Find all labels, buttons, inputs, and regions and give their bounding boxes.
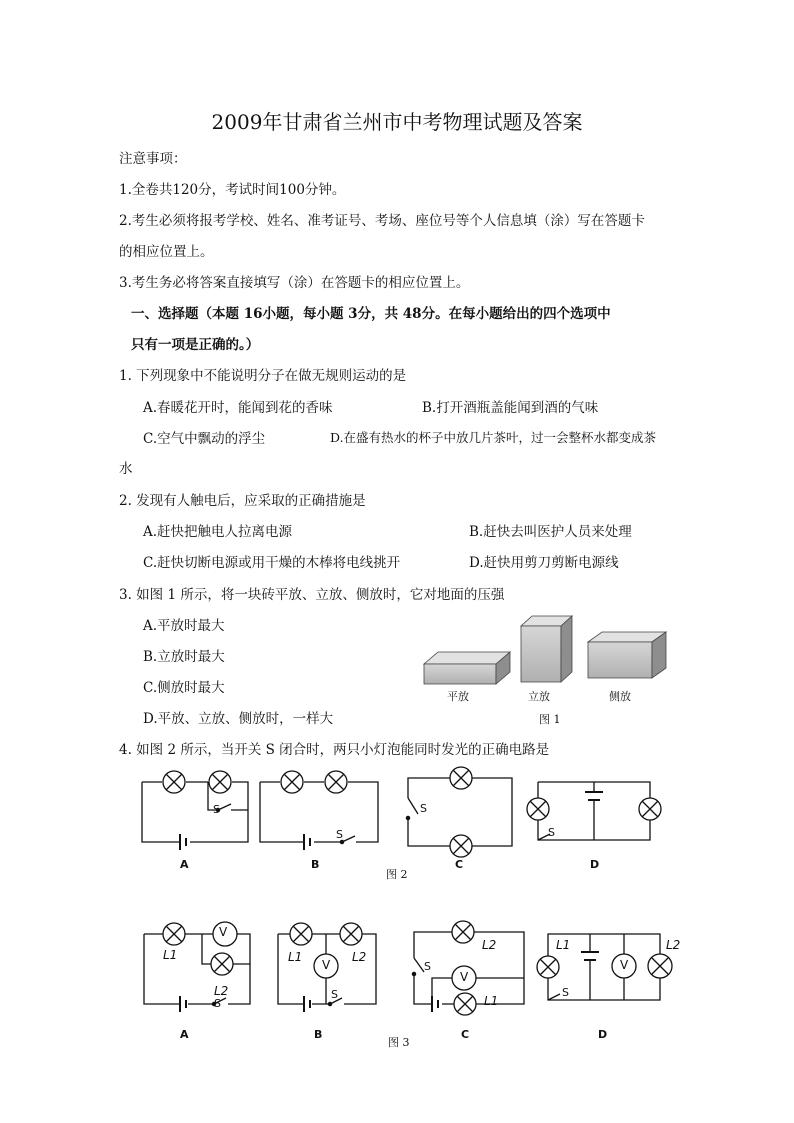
section-heading: 一、选择题（本题 16小题，每小题 3分，共 48分。在每小题给出的四个选项中 bbox=[131, 306, 611, 322]
fig3-voltmeter-b: V bbox=[322, 958, 331, 972]
q3-option-d: D.平放、立放、侧放时，一样大 bbox=[143, 711, 334, 727]
brick-side bbox=[588, 632, 666, 678]
notice-heading: 注意事项： bbox=[119, 151, 187, 167]
q1-option-a: A.春暖花开时，能闻到花的香味 bbox=[143, 400, 333, 416]
q3-option-a: A.平放时最大 bbox=[143, 618, 225, 634]
fig3-voltmeter-c: V bbox=[460, 970, 469, 984]
fig2-label-d: D bbox=[590, 858, 600, 871]
q1-option-c: C.空气中飘动的浮尘 bbox=[143, 431, 266, 447]
fig2-switch-label-b: S bbox=[336, 828, 343, 841]
fig3-voltmeter-a: V bbox=[219, 925, 228, 939]
q1-option-d: D.在盛有热水的杯子中放几片茶叶，过一会整杯水都变成茶 bbox=[330, 430, 657, 445]
figure-1-bricks bbox=[418, 612, 678, 727]
fig2-label-c: C bbox=[455, 858, 464, 871]
q2-option-d: D.赶快用剪刀剪断电源线 bbox=[469, 555, 619, 571]
fig2-switch-label-a: S bbox=[213, 803, 220, 816]
fig2-label-b: B bbox=[311, 858, 320, 871]
notice-item-3: 3.考生务必将答案直接填写（涂）在答题卡的相应位置上。 bbox=[119, 275, 470, 291]
q4-stem: 4. 如图 2 所示，当开关 S 闭合时，两只小灯泡能同时发光的正确电路是 bbox=[119, 742, 550, 758]
fig3-switch-label-b: S bbox=[331, 988, 338, 1001]
fig3-l1-b: L1 bbox=[288, 950, 303, 964]
fig3-l2-b: L2 bbox=[352, 950, 367, 964]
figure-2-circuits bbox=[130, 766, 670, 866]
fig3-l1-c: L1 bbox=[484, 994, 499, 1008]
notice-item-2: 2.考生必须将报考学校、姓名、准考证号、考场、座位号等个人信息填（涂）写在答题卡 bbox=[119, 213, 645, 229]
fig2-label-a: A bbox=[180, 858, 189, 871]
notice-item-1: 1.全卷共120分，考试时间100分钟。 bbox=[119, 182, 346, 198]
fig2-circuit-a bbox=[142, 771, 248, 850]
q3-stem: 3. 如图 1 所示，将一块砖平放、立放、侧放时，它对地面的压强 bbox=[119, 587, 505, 603]
fig3-l1-a: L1 bbox=[163, 948, 178, 962]
section-heading-cont: 只有一项是正确的。） bbox=[131, 337, 260, 353]
fig3-label-a: A bbox=[180, 1028, 189, 1041]
fig3-l1-d: L1 bbox=[556, 938, 571, 952]
fig3-l2-c: L2 bbox=[482, 938, 497, 952]
fig1-label-upright: 立放 bbox=[528, 690, 550, 703]
q2-option-a: A.赶快把触电人拉离电源 bbox=[143, 524, 293, 540]
fig3-l2-a: L2 bbox=[214, 984, 229, 998]
fig3-circuit-a bbox=[144, 922, 250, 1012]
q2-stem: 2. 发现有人触电后，应采取的正确措施是 bbox=[119, 493, 366, 509]
fig2-switch-label-c: S bbox=[420, 802, 427, 815]
fig3-switch-label-d: S bbox=[562, 986, 569, 999]
page-title: 2009年甘肃省兰州市中考物理试题及答案 bbox=[211, 110, 583, 134]
fig3-label-b: B bbox=[314, 1028, 323, 1041]
fig3-switch-label-a: S bbox=[214, 997, 221, 1010]
fig2-caption: 图 2 bbox=[386, 868, 408, 881]
fig3-l2-d: L2 bbox=[666, 938, 681, 952]
notice-item-2-cont: 的相应位置上。 bbox=[119, 244, 214, 260]
fig2-switch-label-d: S bbox=[548, 826, 555, 839]
q3-option-b: B.立放时最大 bbox=[143, 649, 225, 665]
q1-stem: 1. 下列现象中不能说明分子在做无规则运动的是 bbox=[119, 368, 407, 384]
fig3-caption: 图 3 bbox=[388, 1036, 410, 1049]
brick-upright bbox=[521, 616, 572, 682]
q3-option-c: C.侧放时最大 bbox=[143, 680, 225, 696]
fig1-label-flat: 平放 bbox=[447, 690, 469, 703]
q2-option-c: C.赶快切断电源或用干燥的木棒将电线挑开 bbox=[143, 555, 401, 571]
fig3-label-c: C bbox=[461, 1028, 470, 1041]
fig3-label-d: D bbox=[598, 1028, 608, 1041]
brick-flat bbox=[424, 652, 510, 684]
q2-option-b: B.赶快去叫医护人员来处理 bbox=[469, 524, 632, 540]
fig3-voltmeter-d: V bbox=[620, 958, 629, 972]
q1-option-d-cont: 水 bbox=[119, 461, 133, 477]
fig1-label-side: 侧放 bbox=[609, 690, 631, 703]
fig2-circuit-b bbox=[260, 771, 378, 850]
fig3-switch-label-c: S bbox=[424, 960, 431, 973]
q1-option-b: B.打开酒瓶盖能闻到酒的气味 bbox=[422, 400, 599, 416]
fig1-caption: 图 1 bbox=[539, 713, 561, 726]
